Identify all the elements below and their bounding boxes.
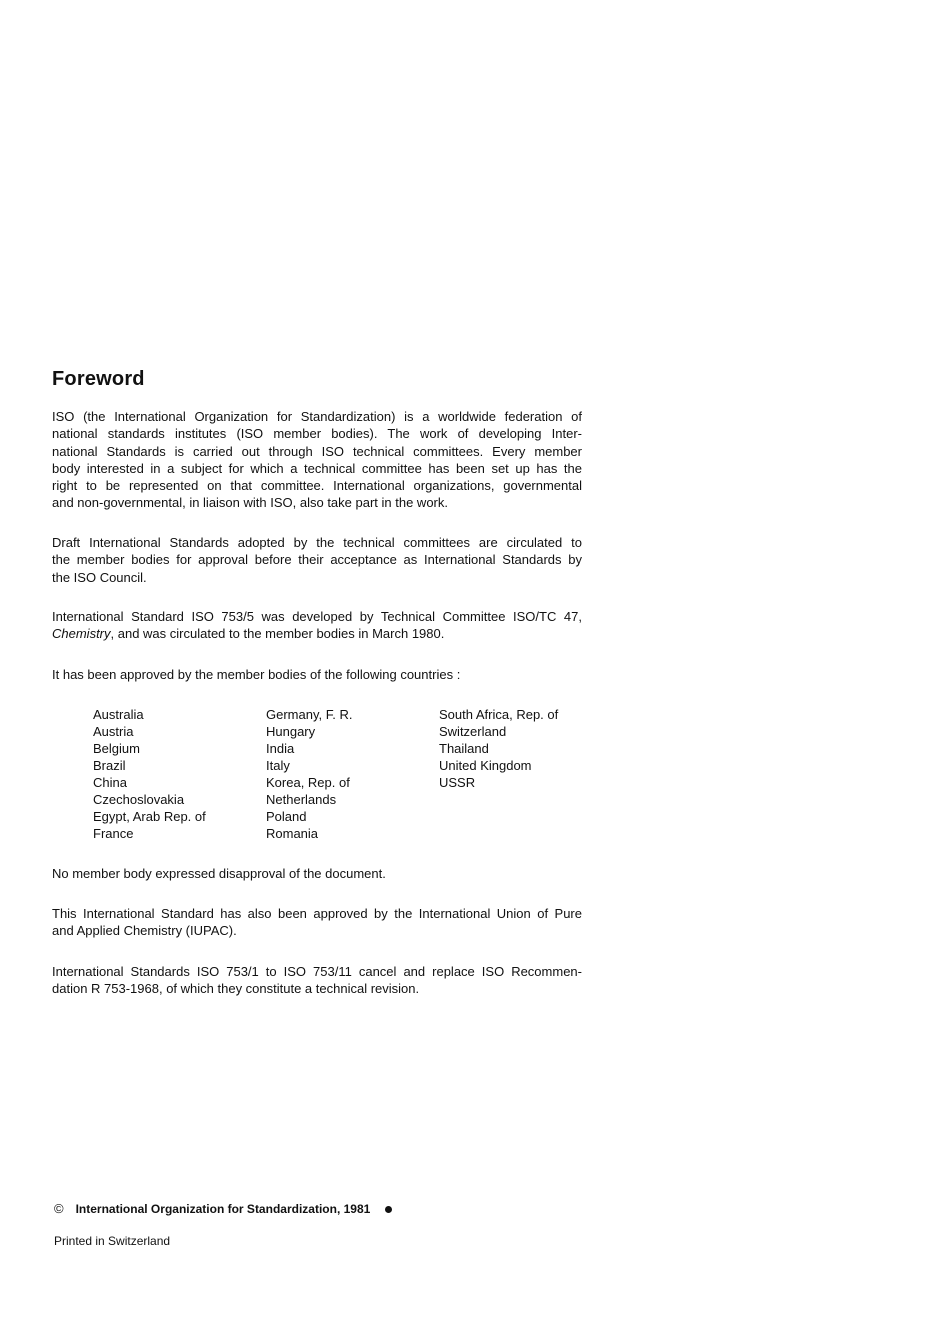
text-line: the ISO Council. xyxy=(52,569,147,585)
country-item: Australia xyxy=(93,707,144,722)
country-item: USSR xyxy=(439,775,476,790)
country-item: Switzerland xyxy=(439,724,507,739)
paragraph-approval xyxy=(52,666,582,683)
page-title: Foreword xyxy=(52,368,145,390)
copyright-text: International Organization for Standardization, 1981 xyxy=(75,1202,371,1216)
text-line: International Standard ISO 753/5 was developed by Technical Committee ISO/TC 47, xyxy=(52,609,582,624)
country-item: Egypt, Arab Rep. of xyxy=(93,809,206,824)
text-line: This International Standard has also been approved by the International Union of Pure xyxy=(52,906,582,921)
bullet-dot-icon xyxy=(385,1206,392,1213)
paragraph-draft-standards xyxy=(52,534,582,586)
country-item: Thailand xyxy=(439,741,489,756)
text-line: International Standards ISO 753/1 to ISO 753/11 cancel and replace ISO Recommen- xyxy=(52,964,582,979)
text-line xyxy=(52,625,582,642)
text-line: national Standards is carried out through ISO technical committees. Every member xyxy=(52,443,582,459)
country-item: Austria xyxy=(93,724,134,739)
text-line: dation R 753-1968, of which they constitute a technical revision. xyxy=(52,981,420,997)
country-item: Italy xyxy=(266,758,290,773)
country-item: China xyxy=(93,775,127,790)
country-item: Czechoslovakia xyxy=(93,792,185,807)
country-item: France xyxy=(93,826,134,841)
paragraph-revision xyxy=(52,963,582,998)
countries-list xyxy=(93,706,613,846)
text-line: right to be represented on that committee. International organizations, governmental xyxy=(52,478,582,494)
text-line: the member bodies for approval before their acceptance as International Standards by xyxy=(52,552,582,568)
paragraph-iupac xyxy=(52,905,582,940)
country-item: Netherlands xyxy=(266,792,337,807)
country-item: Hungary xyxy=(266,724,316,739)
country-item: Poland xyxy=(266,809,307,824)
text-line: and Applied Chemistry (IUPAC). xyxy=(52,923,237,939)
paragraph-development xyxy=(52,608,582,643)
country-item: Brazil xyxy=(93,758,126,773)
country-item: United Kingdom xyxy=(439,758,532,773)
paragraph-iso-intro xyxy=(52,408,582,512)
copyright-notice xyxy=(54,1201,392,1217)
text-line: and non-governmental, in liaison with ISO, also take part in the work. xyxy=(52,495,448,511)
country-item: Germany, F. R. xyxy=(266,707,353,722)
text-line: Draft International Standards adopted by the technical committees are circulated to xyxy=(52,535,582,550)
text-fragment: , and was circulated to the member bodies in March 1980. xyxy=(110,626,445,642)
country-item: India xyxy=(266,741,295,756)
paragraph-no-disapproval xyxy=(52,865,582,882)
countries-column-3 xyxy=(439,706,558,791)
country-item: Romania xyxy=(266,826,319,841)
printed-in-note: Printed in Switzerland xyxy=(54,1234,171,1248)
text-line: It has been approved by the member bodies of the following countries : xyxy=(52,667,461,682)
country-item: Belgium xyxy=(93,741,140,756)
committee-name: Chemistry xyxy=(52,626,111,642)
text-line: body interested in a subject for which a technical committee has been set up has the xyxy=(52,460,582,476)
text-line: national standards institutes (ISO member bodies). The work of developing Inter- xyxy=(52,426,582,442)
country-item: Korea, Rep. of xyxy=(266,775,350,790)
country-item: South Africa, Rep. of xyxy=(439,707,559,722)
countries-column-2 xyxy=(266,706,352,842)
text-line: ISO (the International Organization for Standardization) is a worldwide federation of xyxy=(52,409,582,424)
countries-column-1 xyxy=(93,706,206,842)
copyright-icon: © xyxy=(54,1201,64,1216)
text-line: No member body expressed disapproval of the document. xyxy=(52,866,386,881)
